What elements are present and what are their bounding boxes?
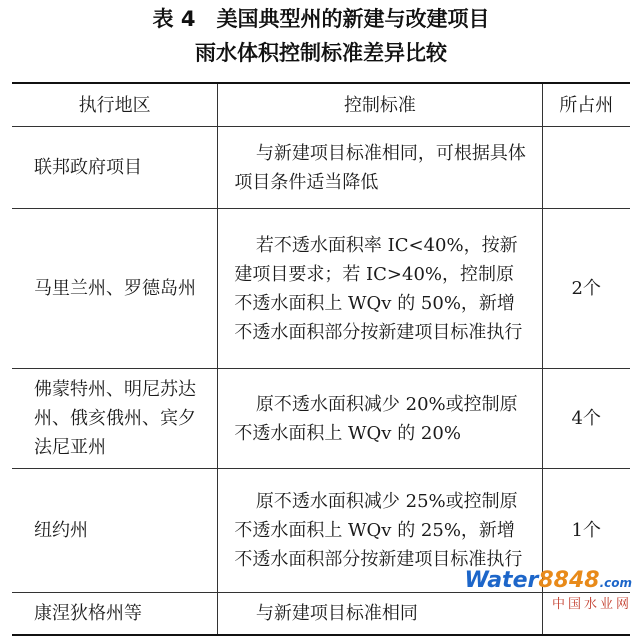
region-cell: 康涅狄格州等 (34, 602, 142, 624)
table-row (12, 127, 630, 209)
table-row (12, 369, 630, 469)
table-title-line2: 雨水体积控制标准差异比较 (195, 41, 447, 65)
watermark-cn-name: 中国水业网 (551, 597, 632, 612)
region-cell: 佛蒙特州、明尼苏达州、俄亥俄州、宾夕法尼亚州 (34, 379, 196, 458)
watermark-brand-num: 8848 (538, 568, 600, 593)
standard-cell: 与新建项目标准相同 (218, 593, 542, 635)
watermark-brand-text: Water (464, 568, 539, 593)
watermark-brand-suffix: .com (599, 576, 632, 590)
region-cell: 联邦政府项目 (34, 157, 142, 178)
header-region: 执行地区 (12, 83, 218, 127)
header-standard: 控制标准 (218, 83, 542, 127)
standard-cell: 若不透水面积率 IC<40%，按新建项目要求；若 IC>40%，控制原不透水面积上 WQv 的 50%，新增不透水面积部分按新建项目标准执行 (218, 209, 542, 369)
header-count: 所占州 (542, 83, 630, 127)
table-row (12, 209, 630, 369)
comparison-table (12, 82, 630, 636)
region-cell: 马里兰州、罗德岛州 (34, 278, 196, 299)
count-cell: 2个 (571, 278, 601, 299)
standard-cell: 原不透水面积减少 25%或控制原不透水面积上 WQv 的 25%，新增不透水面积部分按新建项目标准执行 (218, 469, 542, 593)
header-row (12, 83, 630, 127)
region-cell: 纽约州 (34, 520, 88, 541)
table-title-line1: 表 4 美国典型州的新建与改建项目 (152, 7, 490, 31)
count-cell (542, 127, 630, 209)
count-cell: 4个 (571, 408, 601, 429)
watermark-brand (464, 568, 632, 593)
standard-cell: 与新建项目标准相同，可根据具体项目条件适当降低 (218, 127, 542, 209)
count-cell: 1个 (571, 520, 601, 541)
standard-cell: 原不透水面积减少 20%或控制原不透水面积上 WQv 的 20% (218, 369, 542, 469)
watermark-logo (464, 568, 632, 612)
